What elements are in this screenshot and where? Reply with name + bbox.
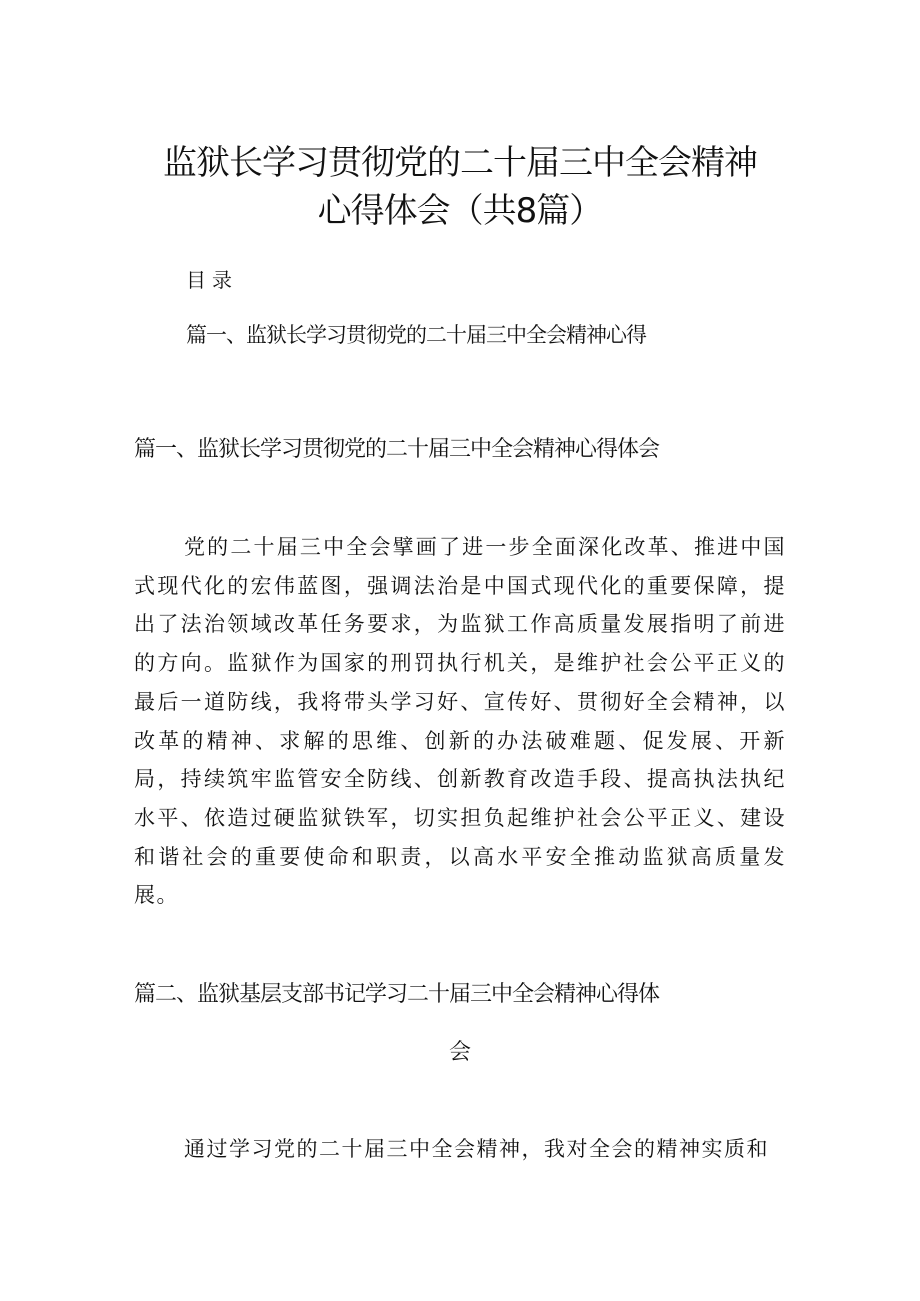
document-title-line-1: 监狱长学习贯彻党的二十届三中全会精神 [163,143,757,183]
section-2-heading-line-2: 会 [448,1040,471,1065]
document-title-line-2: 心得体会（共8篇） [317,191,603,231]
toc-item: 篇一、监狱长学习贯彻党的二十届三中全会精神心得 [186,323,646,347]
section-2-heading-line-1: 篇二、监狱基层支部书记学习二十届三中全会精神心得体 [134,982,660,1007]
section-1-paragraph: 党的二十届三中全会擘画了进一步全面深化改革、推进中国式现代化的宏伟蓝图，强调法治是中国式现代化的重要保障，提出了法治领域改革任务要求，为监狱工作高质量发展指明了前进的方向。监狱作为国家的刑罚执行机关，是维护社会公平正义的最后一道防线，我将带头学习好、宣传好、贯彻好全会精神，以改革的精神、求解的思维、创新的办法破难题、促发展、开新局，持续筑牢监管安全防线、创新教育改造手段、提高执法执纪水平、依造过硬监狱铁军，切实担负起维护社会公平正义、建设和谐社会的重要使命和职责，以高水平安全推动监狱高质量发展。 [134,535,786,908]
section-1-heading: 篇一、监狱长学习贯彻党的二十届三中全会精神心得体会 [134,437,660,462]
section-2-paragraph: 通过学习党的二十届三中全会精神，我对全会的精神实质和 [184,1137,769,1161]
toc-label: 目录 [186,268,238,292]
